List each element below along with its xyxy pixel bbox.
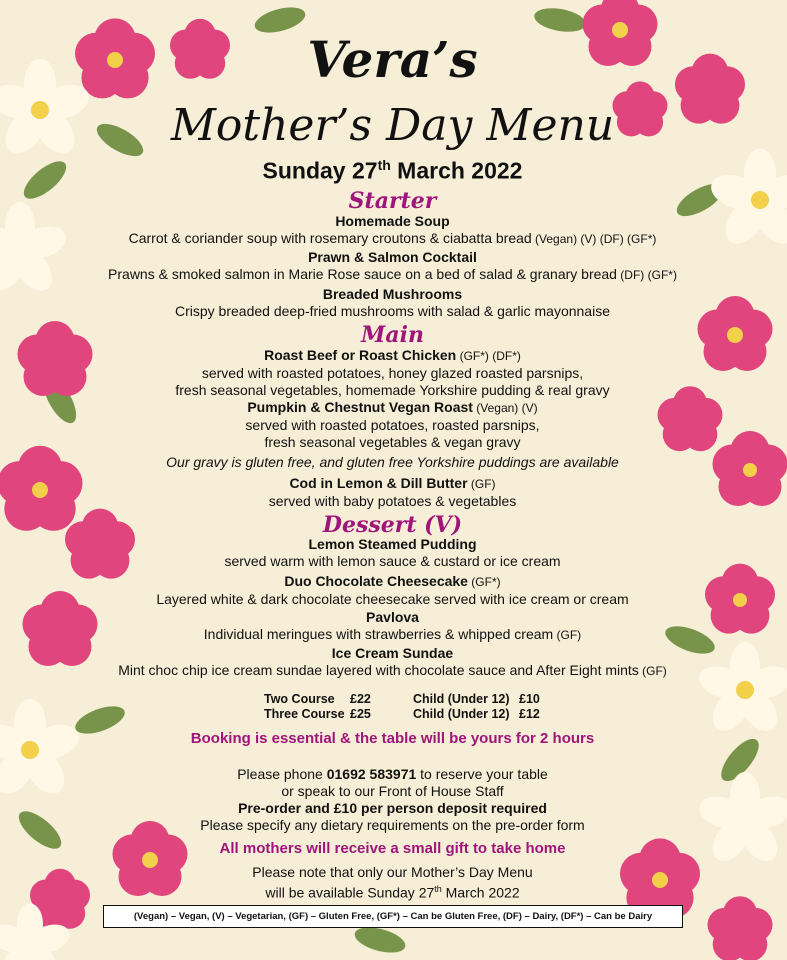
item-desc: served with roasted potatoes, honey glazed roasted parsnips, — [201, 365, 584, 381]
menu-item: Duo Chocolate Cheesecake (GF*) Layered white & dark chocolate cheesecake served with ice cream or cream — [90, 573, 695, 608]
menu-item: Roast Beef or Roast Chicken (GF*) (DF*) served with roasted potatoes, honey glazed roasted parsnips, fresh seasonal vegetables, homemade Yorkshire pudding & real gravy — [90, 347, 695, 399]
item-desc: Individual meringues with strawberries & whipped cream (GF) — [203, 626, 582, 642]
item-name: Roast Beef or Roast Chicken — [264, 347, 457, 363]
item-desc: Crispy breaded deep-fried mushrooms with salad & garlic mayonnaise — [175, 303, 610, 319]
item-desc: Prawns & smoked salmon in Marie Rose sauce on a bed of salad & granary bread (DF) (GF*) — [108, 266, 677, 282]
menu-item — [90, 213, 695, 248]
item-desc: fresh seasonal vegetables, homemade Yorkshire pudding & real gravy — [175, 382, 610, 398]
dessert-heading: Dessert (V) — [322, 512, 463, 538]
menu-item — [90, 536, 695, 570]
menu-item — [90, 249, 695, 284]
menu-item: Pumpkin & Chestnut Vegan Roast (Vegan) (V) served with roasted potatoes, roasted parsnips, fresh seasonal vegetables & vegan gravy — [90, 399, 695, 451]
child-prices: Child (Under 12) £10 Child (Under 12) £12 — [413, 692, 540, 721]
main-heading: Main — [361, 322, 424, 348]
menu-item — [90, 286, 695, 320]
gravy-note: Our gravy is gluten free, and gluten free Yorkshire puddings are available — [166, 454, 619, 470]
item-desc: Layered white & dark chocolate cheesecake served with ice cream or cream — [156, 591, 629, 607]
item-name: Homemade Soup — [335, 213, 450, 229]
phone-number: 01692 583971 — [326, 766, 417, 782]
item-desc: Carrot & coriander soup with rosemary croutons & ciabatta bread (Vegan) (V) (DF) (GF*) — [128, 230, 657, 246]
item-desc: served with roasted potatoes, roasted parsnips, — [245, 417, 540, 433]
item-name: Duo Chocolate Cheesecake — [284, 573, 468, 589]
restaurant-name: Vera’s — [307, 30, 478, 89]
item-name: Lemon Steamed Pudding — [308, 536, 477, 552]
booking-info: Please phone 01692 583971 to reserve your table or speak to our Front of House Staff Pre-order and £10 per person deposit required Please specify any dietary requirements on the pre-order form — [200, 766, 585, 833]
item-name: Breaded Mushrooms — [322, 286, 463, 302]
item-desc: served warm with lemon sauce & custard or ice cream — [224, 553, 561, 569]
item-desc: fresh seasonal vegetables & vegan gravy — [264, 434, 521, 450]
adult-prices: Two Course £22 Three Course £25 — [264, 692, 371, 721]
starter-heading: Starter — [348, 188, 437, 214]
dietary-legend: (Vegan) – Vegan, (V) – Vegetarian, (GF) – Gluten Free, (GF*) – Can be Gluten Free, (DF) – Dairy, (DF*) – Can be Dairy — [103, 905, 683, 928]
menu-item — [90, 645, 695, 680]
booking-essential: Booking is essential & the table will be yours for 2 hours — [190, 730, 595, 747]
event-date: Sunday 27th March 2022 — [262, 157, 523, 184]
item-desc: served with baby potatoes & vegetables — [268, 493, 517, 509]
item-desc: Mint choc chip ice cream sundae layered with chocolate sauce and After Eight mints (GF) — [118, 662, 667, 678]
item-name: Ice Cream Sundae — [331, 645, 454, 661]
menu-item — [90, 609, 695, 644]
item-name: Pavlova — [366, 609, 419, 625]
item-name: Pumpkin & Chestnut Vegan Roast — [247, 399, 473, 415]
item-name: Prawn & Salmon Cocktail — [308, 249, 477, 265]
item-name: Cod in Lemon & Dill Butter — [289, 475, 468, 491]
menu-item: Cod in Lemon & Dill Butter (GF) served with baby potatoes & vegetables — [90, 475, 695, 510]
availability-note: Please note that only our Mother’s Day Menu will be available Sunday 27th March 2022 — [252, 864, 533, 901]
gift-note: All mothers will receive a small gift to take home — [219, 840, 566, 857]
menu-title: Mother’s Day Menu — [170, 100, 615, 151]
